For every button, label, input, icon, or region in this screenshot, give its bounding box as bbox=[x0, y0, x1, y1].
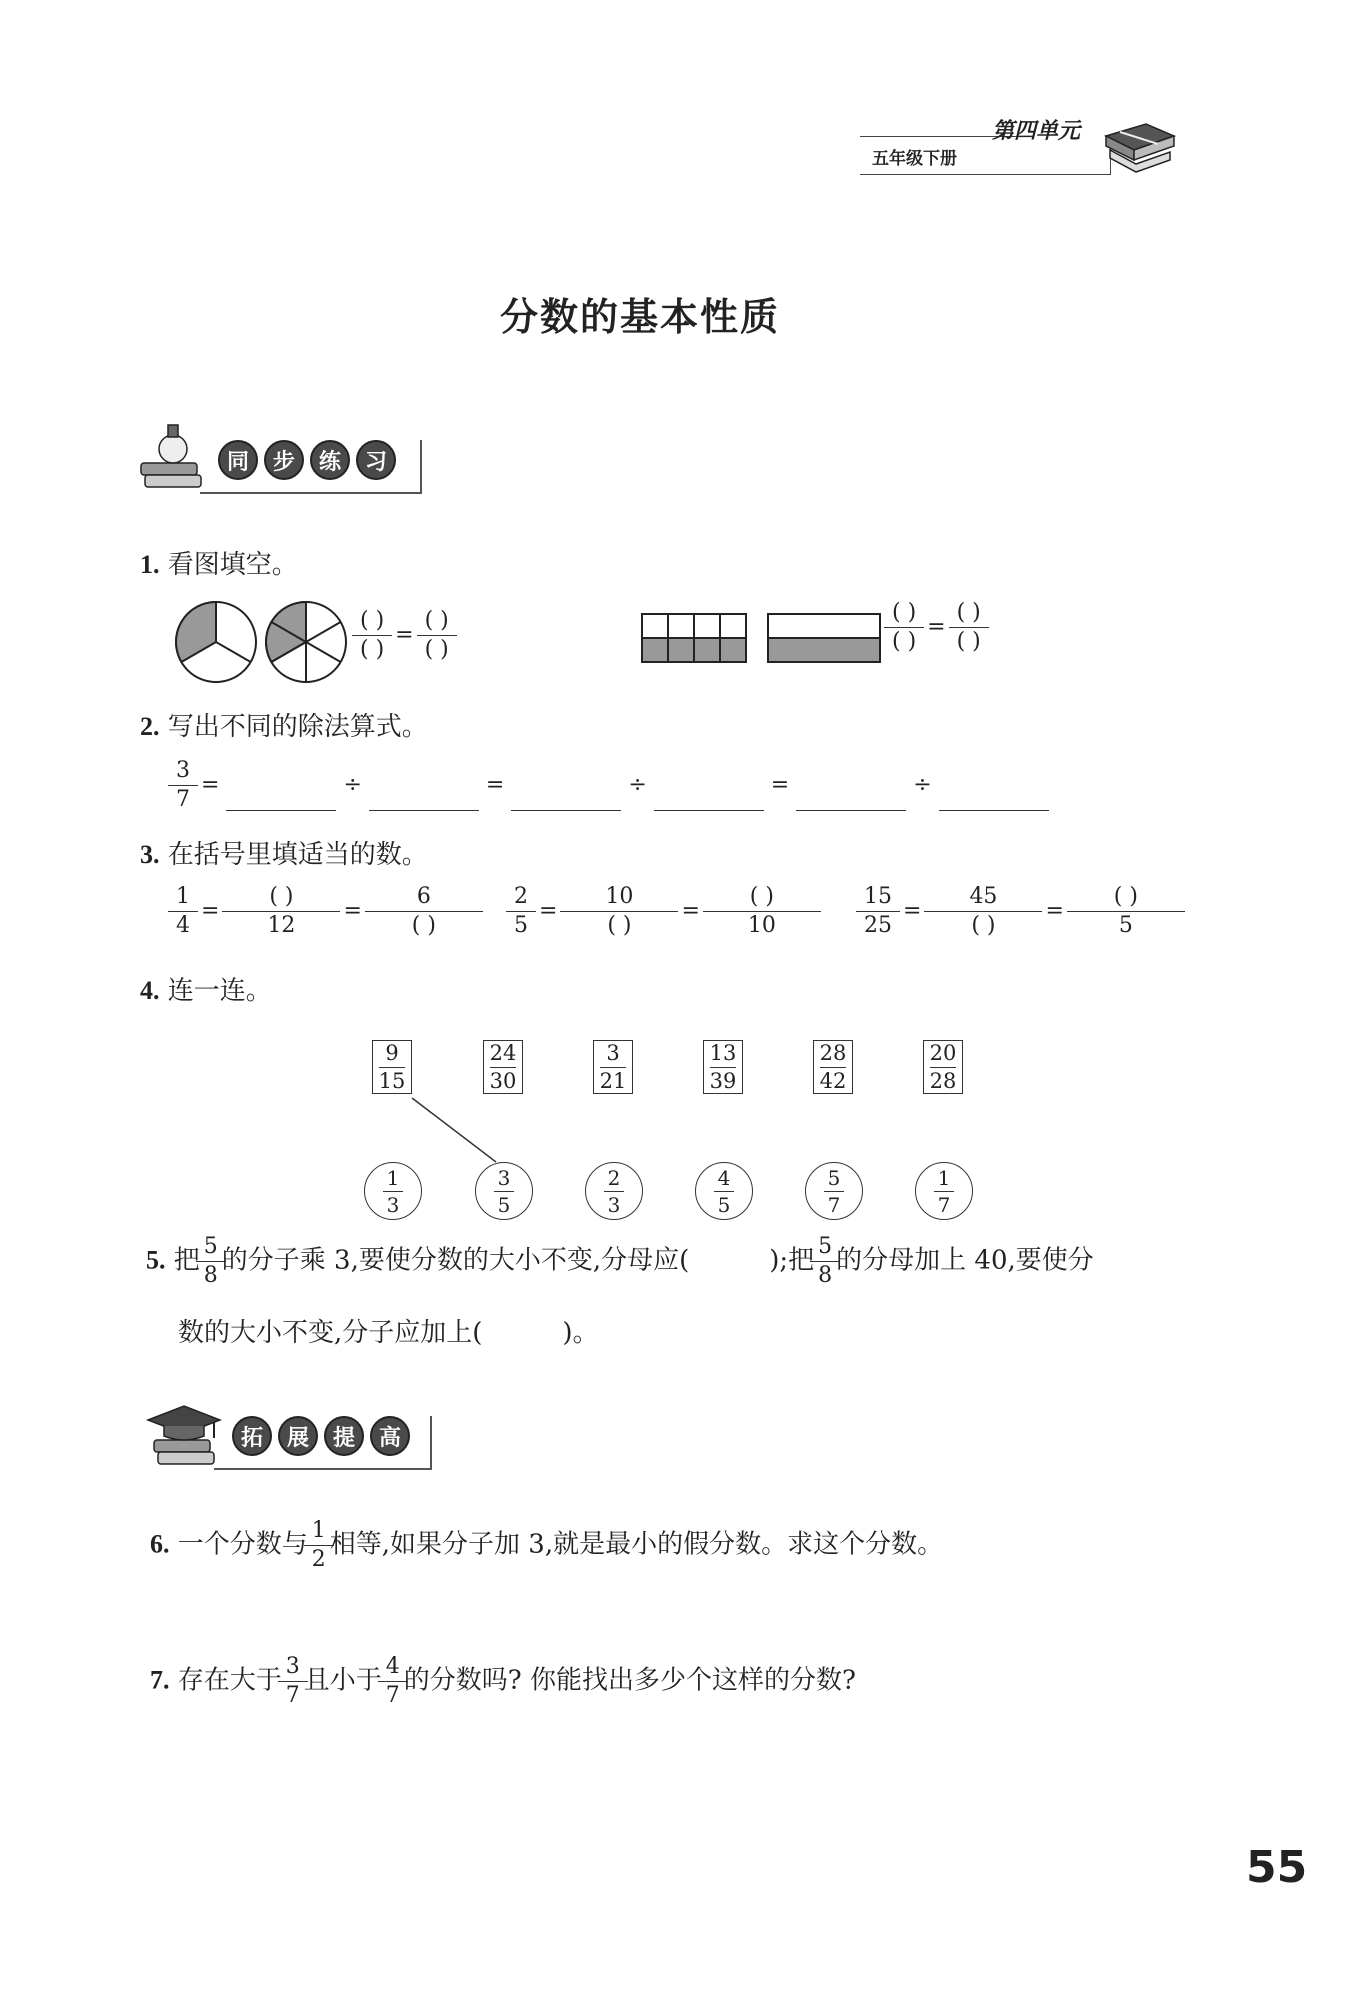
equals-sign: = bbox=[539, 898, 558, 924]
box-fraction[interactable] bbox=[593, 1040, 633, 1094]
question-5 bbox=[146, 1236, 1094, 1287]
blank-paren[interactable]: ( ) bbox=[749, 884, 774, 909]
unit-label: 第四单元 bbox=[992, 119, 1081, 144]
grade-label: 五年级下册 bbox=[872, 149, 957, 169]
blank-paren[interactable]: ( ) bbox=[360, 608, 385, 633]
question-text: 数的大小不变,分子应加上( bbox=[178, 1318, 483, 1348]
banner-char: 习 bbox=[356, 440, 396, 480]
fraction-numerator: 4 bbox=[385, 1654, 400, 1679]
fraction-denominator: 5 bbox=[1067, 911, 1185, 937]
fraction-denominator: 2 bbox=[304, 1545, 334, 1571]
blank-paren[interactable]: ( ) bbox=[269, 884, 294, 909]
question-number: 7. bbox=[150, 1665, 170, 1695]
fraction-denominator: 7 bbox=[278, 1681, 308, 1707]
blank-paren[interactable]: ( ) bbox=[352, 635, 392, 661]
fraction-numerator: 24 bbox=[489, 1040, 517, 1065]
box-fraction[interactable] bbox=[703, 1040, 743, 1094]
question-number: 4. bbox=[140, 976, 160, 1005]
blank-paren[interactable]: ( ) bbox=[956, 600, 981, 625]
fraction-numerator: 15 bbox=[864, 884, 892, 909]
fraction-numerator: 9 bbox=[385, 1040, 399, 1065]
fraction-numerator: 1 bbox=[176, 884, 190, 909]
divide-sign: ÷ bbox=[913, 772, 932, 798]
equals-sign: = bbox=[343, 898, 362, 924]
equals-sign: = bbox=[485, 772, 505, 798]
question-6 bbox=[150, 1520, 943, 1571]
blank-paren[interactable]: ( ) bbox=[949, 627, 989, 653]
fraction-numerator: 2 bbox=[514, 884, 528, 909]
question-number: 6. bbox=[150, 1529, 170, 1559]
fraction-denominator: 5 bbox=[497, 1192, 511, 1217]
question-number: 1. bbox=[140, 550, 160, 579]
circle-fraction[interactable] bbox=[585, 1162, 643, 1220]
question-5-line2 bbox=[178, 1316, 599, 1350]
fraction-numerator: 10 bbox=[605, 884, 634, 909]
fraction-numerator: 5 bbox=[203, 1234, 218, 1259]
banner-char: 提 bbox=[324, 1416, 364, 1456]
fraction-numerator: 5 bbox=[818, 1234, 833, 1259]
blank-paren[interactable]: ( ) bbox=[417, 635, 457, 661]
fraction-denominator: 12 bbox=[222, 911, 340, 937]
fraction-denominator: 8 bbox=[810, 1261, 840, 1287]
divide-sign: ÷ bbox=[628, 772, 647, 798]
fraction-denominator: 5 bbox=[506, 911, 536, 937]
banner-char: 练 bbox=[310, 440, 350, 480]
page-title: 分数的基本性质 bbox=[500, 295, 781, 339]
equals-sign: = bbox=[927, 614, 946, 640]
question-text: 存在大于 bbox=[177, 1665, 282, 1696]
fraction-numerator: 1 bbox=[386, 1165, 400, 1190]
question-text: )。 bbox=[562, 1318, 599, 1348]
page-number: 55 bbox=[1246, 1842, 1308, 1893]
question-number: 5. bbox=[146, 1245, 166, 1275]
graduation-cap-books-icon bbox=[144, 1390, 224, 1470]
equals-sign: = bbox=[201, 772, 220, 798]
box-fraction[interactable] bbox=[813, 1040, 853, 1094]
fraction-denominator: 42 bbox=[819, 1068, 847, 1093]
blank-paren[interactable]: ( ) bbox=[1113, 884, 1138, 909]
equals-sign: = bbox=[1045, 898, 1064, 924]
fraction-denominator: 39 bbox=[709, 1068, 737, 1093]
fraction-numerator: 1 bbox=[311, 1518, 326, 1543]
fraction-numerator: 28 bbox=[819, 1040, 847, 1065]
equals-sign: = bbox=[395, 622, 414, 648]
question-text: 写出不同的除法算式。 bbox=[167, 712, 428, 742]
blank-paren[interactable]: ( ) bbox=[365, 911, 483, 937]
question-text: 把 bbox=[173, 1245, 200, 1276]
fraction-denominator: 5 bbox=[717, 1192, 731, 1217]
question-text: 在括号里填适当的数。 bbox=[167, 840, 428, 870]
question-text: 连一连。 bbox=[167, 976, 272, 1006]
blank-paren[interactable]: ( ) bbox=[884, 627, 924, 653]
circle-fraction[interactable] bbox=[475, 1162, 533, 1220]
question-number: 3. bbox=[140, 840, 160, 869]
banner-char: 展 bbox=[278, 1416, 318, 1456]
banner-char: 步 bbox=[264, 440, 304, 480]
circle-fraction[interactable] bbox=[364, 1162, 422, 1220]
equals-sign: = bbox=[201, 898, 220, 924]
fraction-denominator: 30 bbox=[489, 1068, 517, 1093]
equals-sign: = bbox=[770, 772, 790, 798]
question-text: );把 bbox=[769, 1245, 815, 1276]
fraction-numerator: 3 bbox=[285, 1654, 300, 1679]
question-text: 的分子乘 3,要使分数的大小不变,分母应( bbox=[221, 1245, 690, 1276]
question-number: 2. bbox=[140, 712, 160, 741]
fraction-numerator: 3 bbox=[176, 758, 190, 783]
fraction-denominator: 28 bbox=[929, 1068, 957, 1093]
blank-paren[interactable]: ( ) bbox=[892, 600, 917, 625]
fraction-denominator: 8 bbox=[196, 1261, 226, 1287]
question-7 bbox=[150, 1656, 856, 1707]
blank-paren[interactable]: ( ) bbox=[924, 911, 1042, 937]
fraction-numerator: 2 bbox=[607, 1165, 621, 1190]
equals-sign: = bbox=[903, 898, 922, 924]
circle-fraction[interactable] bbox=[805, 1162, 863, 1220]
question-text: 的分母加上 40,要使分 bbox=[836, 1245, 1094, 1276]
equals-sign: = bbox=[681, 898, 700, 924]
fraction-denominator: 21 bbox=[599, 1068, 627, 1093]
section2-banner bbox=[232, 1416, 410, 1456]
blank-paren[interactable]: ( ) bbox=[424, 608, 449, 633]
fraction-denominator: 3 bbox=[386, 1192, 400, 1217]
fraction-denominator: 7 bbox=[168, 785, 198, 811]
fraction-numerator: 20 bbox=[929, 1040, 957, 1065]
fraction-denominator: 7 bbox=[378, 1681, 408, 1707]
fraction-denominator: 4 bbox=[168, 911, 198, 937]
question-text: 且小于 bbox=[303, 1665, 382, 1696]
fraction-numerator: 6 bbox=[416, 884, 431, 909]
box-fraction[interactable] bbox=[372, 1040, 412, 1094]
divide-sign: ÷ bbox=[343, 772, 362, 798]
box-fraction[interactable] bbox=[923, 1040, 963, 1094]
question-text: 的分数吗? 你能找出多少个这样的分数? bbox=[403, 1665, 856, 1696]
banner-char: 同 bbox=[218, 440, 258, 480]
fraction-numerator: 13 bbox=[709, 1040, 737, 1065]
box-fraction[interactable] bbox=[483, 1040, 523, 1094]
fraction-numerator: 4 bbox=[717, 1165, 731, 1190]
banner-char: 高 bbox=[370, 1416, 410, 1456]
fraction-denominator: 7 bbox=[827, 1192, 841, 1217]
fraction-numerator: 5 bbox=[827, 1165, 841, 1190]
fraction-denominator: 3 bbox=[607, 1192, 621, 1217]
fraction-denominator: 15 bbox=[378, 1068, 406, 1093]
question-text: 相等,如果分子加 3,就是最小的假分数。求这个分数。 bbox=[329, 1529, 944, 1560]
fraction-denominator: 25 bbox=[856, 911, 900, 937]
fraction-numerator: 1 bbox=[937, 1165, 951, 1190]
question-text: 看图填空。 bbox=[167, 550, 298, 580]
fraction-numerator: 3 bbox=[497, 1165, 511, 1190]
blank-paren[interactable]: ( ) bbox=[560, 911, 678, 937]
circle-fraction[interactable] bbox=[695, 1162, 753, 1220]
fraction-denominator: 10 bbox=[703, 911, 821, 937]
circle-fraction[interactable] bbox=[915, 1162, 973, 1220]
banner-char: 拓 bbox=[232, 1416, 272, 1456]
fraction-denominator: 7 bbox=[937, 1192, 951, 1217]
fraction-numerator: 45 bbox=[969, 884, 998, 909]
question-text: 一个分数与 bbox=[177, 1529, 308, 1560]
fraction-numerator: 3 bbox=[606, 1040, 620, 1065]
